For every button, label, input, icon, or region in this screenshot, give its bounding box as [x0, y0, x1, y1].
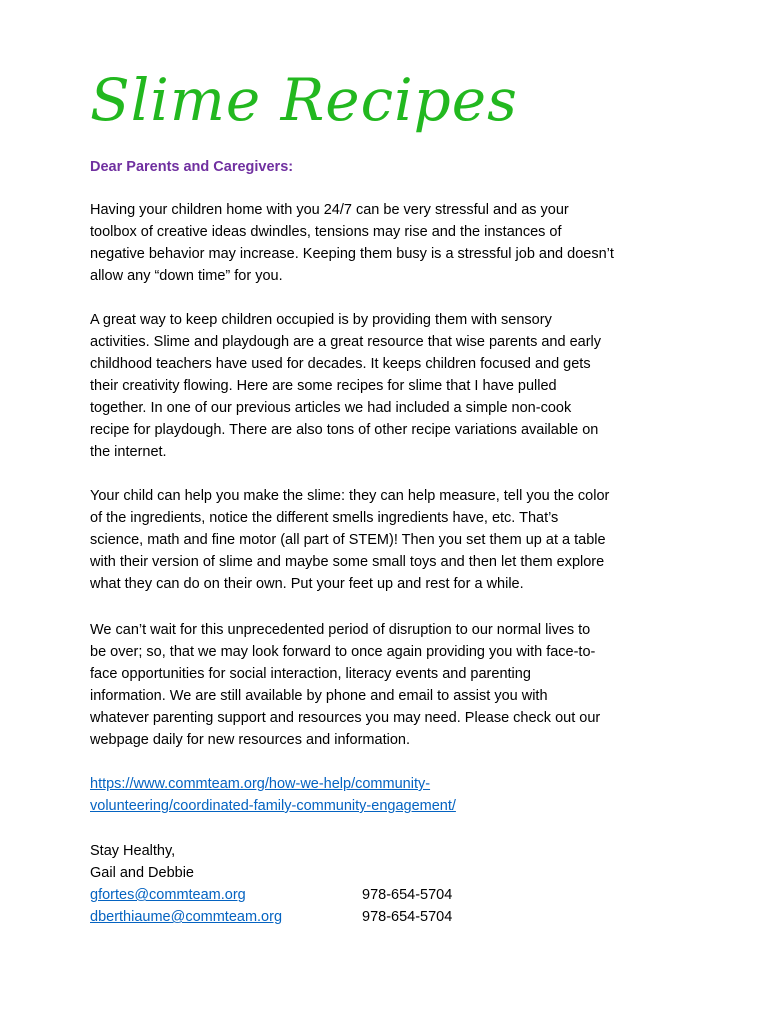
text-line: face opportunities for social interaction, literacy events and parenting: [90, 666, 531, 682]
paragraph-closing-message: [90, 619, 680, 751]
signoff-greeting: Stay Healthy,: [90, 843, 176, 859]
webpage-link[interactable]: [90, 773, 456, 817]
email-link[interactable]: gfortes@commteam.org: [90, 887, 246, 903]
text-line: Your child can help you make the slime: they can help measure, tell you the color: [90, 488, 610, 504]
phone-number: 978-654-5704: [362, 909, 453, 925]
phone-number: 978-654-5704: [362, 887, 453, 903]
paragraph-child-help: [90, 485, 680, 595]
text-line: what they can do on their own. Put your feet up and rest for a while.: [90, 576, 524, 592]
paragraph-sensory: [90, 309, 680, 463]
webpage-link-line[interactable]: https://www.commteam.org/how-we-help/community-: [90, 776, 431, 792]
text-line: their creativity flowing. Here are some recipes for slime that I have pulled: [90, 378, 557, 394]
text-line: toolbox of creative ideas dwindles, tensions may rise and the instances of: [90, 224, 562, 240]
text-line: information. We are still available by phone and email to assist you with: [90, 688, 548, 704]
document-title: Slime Recipes: [90, 66, 518, 134]
text-line: the internet.: [90, 444, 167, 460]
signoff-names: Gail and Debbie: [90, 865, 194, 881]
text-line: be over; so, that we may look forward to once again providing you with face-to-: [90, 644, 596, 660]
text-line: Having your children home with you 24/7 can be very stressful and as your: [90, 202, 569, 218]
text-line: activities. Slime and playdough are a great resource that wise parents and early: [90, 334, 602, 350]
text-line: negative behavior may increase. Keeping them busy is a stressful job and doesn’t: [90, 246, 614, 262]
text-line: with their version of slime and maybe some small toys and then let them explore: [90, 554, 605, 570]
text-line: recipe for playdough. There are also tons of other recipe variations available on: [90, 422, 599, 438]
text-line: together. In one of our previous articles we had included a simple non-cook: [90, 400, 572, 416]
text-line: childhood teachers have used for decades. It keeps children focused and gets: [90, 356, 591, 372]
text-line: We can’t wait for this unprecedented period of disruption to our normal lives to: [90, 622, 591, 638]
salutation: Dear Parents and Caregivers:: [90, 159, 294, 175]
text-line: allow any “down time” for you.: [90, 268, 283, 284]
text-line: whatever parenting support and resources you may need. Please check out our: [90, 710, 601, 726]
paragraph-intro: [90, 199, 680, 287]
text-line: science, math and fine motor (all part of STEM)! Then you set them up at a table: [90, 532, 606, 548]
text-line: of the ingredients, notice the different smells ingredients have, etc. That’s: [90, 510, 559, 526]
text-line: webpage daily for new resources and information.: [90, 732, 410, 748]
webpage-link-line[interactable]: volunteering/coordinated-family-community-engagement/: [90, 798, 456, 814]
email-link[interactable]: dberthiaume@commteam.org: [90, 909, 283, 925]
signoff: [90, 840, 194, 884]
text-line: A great way to keep children occupied is by providing them with sensory: [90, 312, 552, 328]
